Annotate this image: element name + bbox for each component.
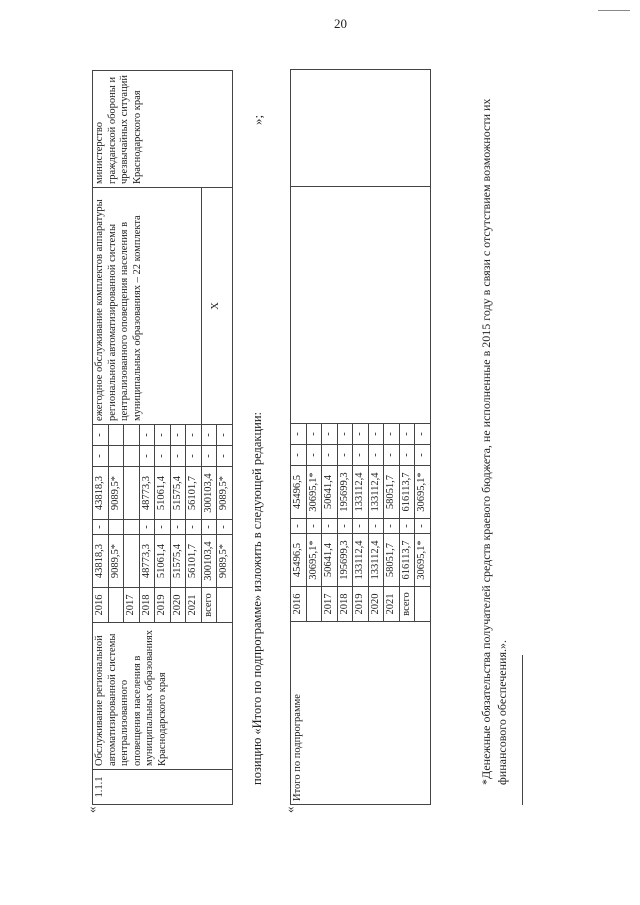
cell-result: ежегодное обслуживание комплектов аппаратуры региональной автоматизированной системы централизованного оповещения населения в муниципальных образованиях – 22 комплекта (93, 188, 202, 425)
cell-result-mark: X (201, 188, 232, 425)
cell-mun (124, 446, 140, 467)
cell-reg: 51575,4 (170, 467, 186, 520)
cell-year: 2017 (124, 588, 140, 623)
cell-ext: - (415, 424, 431, 445)
cell-reg: 9089,5* (217, 467, 233, 520)
cell-ext: - (399, 424, 415, 445)
cell-year (306, 587, 322, 622)
cell-year: 2016 (93, 588, 109, 623)
cell-year: 2021 (186, 588, 202, 623)
cell-mun: - (322, 445, 338, 466)
cell-year (108, 588, 124, 623)
cell-reg: 195699,3 (337, 466, 353, 519)
page-number: 20 (334, 16, 347, 31)
cell-reg (124, 467, 140, 520)
cell-reg: 48773,3 (139, 467, 155, 520)
cell-total: 58051,7 (384, 534, 400, 587)
cell-mun: - (399, 445, 415, 466)
cell-reg: 133112,4 (353, 466, 369, 519)
cell-fed: - (139, 520, 155, 535)
quote-open-2: « (282, 806, 297, 813)
cell-year: всего (201, 588, 217, 623)
cell-mun: - (353, 445, 369, 466)
cell-mun: - (415, 445, 431, 466)
quote-open-1: « (84, 806, 99, 813)
cell-fed: - (291, 519, 307, 534)
cell-mun: - (306, 445, 322, 466)
cell-fed: - (337, 519, 353, 534)
cell-reg: 133112,4 (368, 466, 384, 519)
cell-fed: - (415, 519, 431, 534)
cell-mun: - (201, 446, 217, 467)
table-row (291, 70, 307, 805)
cell-year: 2018 (139, 588, 155, 623)
cell-total: 195699,3 (337, 534, 353, 587)
cell-fed: - (217, 520, 233, 535)
cell-ext: - (291, 424, 307, 445)
cell-fed: - (322, 519, 338, 534)
cell-total: 45496,5 (291, 534, 307, 587)
cell-total: 51575,4 (170, 535, 186, 588)
cell-mun: - (139, 446, 155, 467)
table-total (290, 69, 431, 805)
cell-fed: - (306, 519, 322, 534)
cell-reg: 43818,3 (93, 467, 109, 520)
cell-year: 2019 (353, 587, 369, 622)
cell-year: 2021 (384, 587, 400, 622)
cell-ext: - (186, 425, 202, 446)
cell-total: 50641,4 (322, 534, 338, 587)
cell-blank-result (291, 187, 431, 424)
footnote-text: *Денежные обязательства получателей средств краевого бюджета, не исполненные в 2015 году в связи с отсутствием возможности их финансового обеспечения.». (479, 98, 509, 785)
cell-ext: - (93, 425, 109, 446)
cell-reg: 616113,7 (399, 466, 415, 519)
cell-total: 43818,3 (93, 535, 109, 588)
cell-total: 30695,1* (306, 534, 322, 587)
cell-total: 133112,4 (353, 534, 369, 587)
cell-mun: - (368, 445, 384, 466)
cell-executor: министерство гражданской обороны и чрезвычайных ситуаций Краснодарского края (93, 71, 233, 188)
cell-total (124, 535, 140, 588)
cell-total: 51061,4 (155, 535, 171, 588)
table-measure (92, 70, 233, 805)
cell-ext: - (384, 424, 400, 445)
cell-fed: - (93, 520, 109, 535)
cell-mun: - (155, 446, 171, 467)
cell-ext (124, 425, 140, 446)
cell-fed (124, 520, 140, 535)
cell-mun: - (291, 445, 307, 466)
cell-ext: - (306, 424, 322, 445)
cell-blank-executor (291, 70, 431, 187)
table-row (93, 71, 109, 805)
cell-mun: - (93, 446, 109, 467)
cell-ext: - (155, 425, 171, 446)
cell-ext: - (353, 424, 369, 445)
cell-ext: - (337, 424, 353, 445)
cell-reg: 300103,4 (201, 467, 217, 520)
cell-total: 30695,1* (415, 534, 431, 587)
cell-ext: - (217, 425, 233, 446)
cell-reg: 30695,1* (415, 466, 431, 519)
cell-ext: - (368, 424, 384, 445)
cell-reg: 56101,7 (186, 467, 202, 520)
cell-total: 616113,7 (399, 534, 415, 587)
cell-ext: - (139, 425, 155, 446)
cell-ext (108, 425, 124, 446)
cell-year: 2017 (322, 587, 338, 622)
cell-year (217, 588, 233, 623)
cell-name: Обслуживание региональной автоматизированной системы централизованного оповещения населения в муниципальных образованиях Краснодарского края (93, 623, 233, 770)
cell-mun: - (384, 445, 400, 466)
cell-num: 1.1.1 (93, 770, 233, 805)
cell-reg: 50641,4 (322, 466, 338, 519)
cell-year: 2016 (291, 587, 307, 622)
cell-mun: - (337, 445, 353, 466)
cell-total: 48773,3 (139, 535, 155, 588)
cell-fed: - (399, 519, 415, 534)
cell-reg: 9089,5* (108, 467, 124, 520)
cell-mun (108, 446, 124, 467)
cell-fed (108, 520, 124, 535)
cell-year: 2019 (155, 588, 171, 623)
cell-total: 300103,4 (201, 535, 217, 588)
caption-text: позицию «Итого по подпрограмме» изложить в следующей редакции: (250, 412, 264, 785)
cell-ext: - (170, 425, 186, 446)
cell-fed: - (368, 519, 384, 534)
cell-mun: - (217, 446, 233, 467)
cell-fed: - (155, 520, 171, 535)
cell-year: всего (399, 587, 415, 622)
cell-total: 56101,7 (186, 535, 202, 588)
cell-year: 2020 (170, 588, 186, 623)
cell-fed: - (384, 519, 400, 534)
cell-reg: 45496,5 (291, 466, 307, 519)
cell-name: Итого по подпрограмме (291, 622, 431, 805)
cell-ext: - (201, 425, 217, 446)
footnote-rule (522, 655, 523, 805)
cell-mun: - (170, 446, 186, 467)
cell-fed: - (353, 519, 369, 534)
cell-reg: 58051,7 (384, 466, 400, 519)
cell-year: 2018 (337, 587, 353, 622)
cell-reg: 51061,4 (155, 467, 171, 520)
cell-fed: - (186, 520, 202, 535)
cell-ext: - (322, 424, 338, 445)
quote-close: »; (250, 114, 265, 125)
cell-fed: - (201, 520, 217, 535)
cell-fed: - (170, 520, 186, 535)
cell-total: 133112,4 (368, 534, 384, 587)
cell-mun: - (186, 446, 202, 467)
cell-total: 9089,5* (217, 535, 233, 588)
cell-total: 9089,5* (108, 535, 124, 588)
cell-year: 2020 (368, 587, 384, 622)
cell-reg: 30695,1* (306, 466, 322, 519)
cell-year (415, 587, 431, 622)
